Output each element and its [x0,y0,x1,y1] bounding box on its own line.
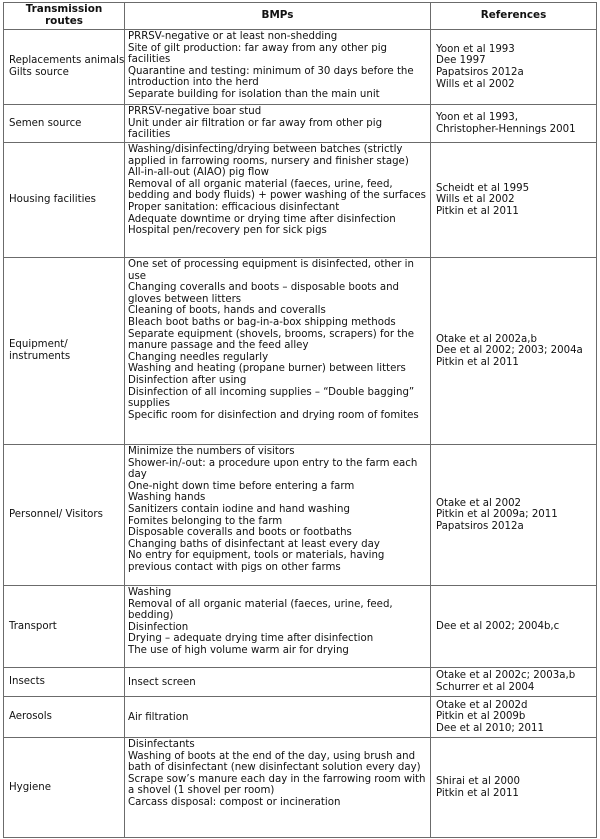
bmp-item: Changing needles regularly [128,351,269,363]
header-references: References [431,3,597,30]
reference-item: Otake et al 2002a,b [436,333,537,345]
table-row [4,668,597,697]
references-cell [431,586,597,668]
bmp-item: Adequate downtime or drying time after disinfection [128,213,396,225]
route-text: Personnel/ Visitors [9,509,103,521]
reference-item: Pitkin et al 2009b [436,711,526,723]
reference-item: Wills et al 2002 [436,78,515,90]
reference-item: Pitkin et al 2009a; 2011 [436,509,558,521]
bmp-item: One-night down time before entering a farm [128,480,355,492]
reference-item: Dee 1997 [436,55,486,67]
bmp-item: Specific room for disinfection and drying room of fomites [128,409,419,421]
table-row [4,738,597,838]
route-text: Insects [9,676,45,688]
reference-item: Otake et al 2002c; 2003a,b [436,670,576,682]
reference-item: Pitkin et al 2011 [436,356,519,368]
route-cell [4,30,125,105]
bmp-item: PRRSV-negative boar stud [128,106,262,117]
references-cell [431,30,597,105]
bmp-item: Removal of all organic material (faeces, urine, feed, bedding) [128,598,393,622]
table-row [4,143,597,258]
bmp-item: Separate equipment (shovels, brooms, scrapers) for the manure passage and the feed alley [128,328,414,352]
bmp-item: Disinfection after using [128,374,247,386]
route-cell [4,586,125,668]
reference-item: Yoon et al 1993 [436,43,515,55]
bmp-item: Changing baths of disinfectant at least every day [128,538,380,550]
bmps-cell [125,586,431,668]
route-cell [4,143,125,258]
bmp-item: Insect screen [128,676,196,688]
bmp-item: Air filtration [128,711,189,723]
reference-item: Otake et al 2002 [436,497,522,509]
route-text: Semen source [9,117,82,129]
references-cell [431,668,597,697]
bmp-item: Fomites belonging to the farm [128,515,283,527]
table-row [4,105,597,143]
references-cell [431,258,597,445]
bmp-item: No entry for equipment, tools or materials, having previous contact with pigs on other farms [128,550,385,573]
reference-item: Papatsiros 2012a [436,67,524,78]
bmp-item: Bleach boot baths or bag-in-a-box shipping methods [128,316,396,328]
route-cell [4,105,125,143]
bmp-item: One set of processing equipment is disinfected, other in use [128,259,414,282]
bmps-cell [125,258,431,445]
bmp-item: Washing/disinfecting/drying between batches (strictly applied in farrowing rooms, nursery and finisher stage) [128,144,409,167]
references-cell [431,143,597,258]
reference-item: Dee et al 2002; 2003; 2004a [436,345,583,357]
references-cell [431,445,597,586]
bmp-table [3,2,597,838]
route-text: Aerosols [9,711,52,723]
reference-item: Christopher-Hennings 2001 [436,123,576,135]
route-cell [4,258,125,445]
route-cell [4,668,125,697]
bmps-cell [125,445,431,586]
bmp-item: Site of gilt production: far away from any other pig facilities [128,42,387,66]
table-row [4,445,597,586]
bmp-item: Changing coveralls and boots – disposable boots and gloves between litters [128,282,400,305]
bmp-item: Unit under air filtration or far away from other pig facilities [128,117,383,141]
references-cell [431,697,597,738]
bmps-cell [125,143,431,258]
route-text: Transport [9,620,57,632]
reference-item: Dee et al 2002; 2004b,c [436,620,560,632]
bmp-item: Disinfection of all incoming supplies – “Double bagging” supplies [128,386,415,410]
bmp-item: Disposable coveralls and boots or footbaths [128,527,352,539]
bmp-item: Washing hands [128,492,206,504]
bmps-cell [125,668,431,697]
bmps-cell [125,30,431,105]
bmps-cell [125,697,431,738]
bmp-item: Shower-in/-out: a procedure upon entry to the farm each day [128,457,418,481]
table-row [4,586,597,668]
bmp-item: The use of high volume warm air for drying [128,644,349,656]
bmp-item: Quarantine and testing: minimum of 30 days before the introduction into the herd [128,65,414,89]
reference-item: Dee et al 2010; 2011 [436,722,544,734]
bmps-cell [125,738,431,838]
table-header-row [4,3,597,30]
route-text: Equipment/ [9,339,68,351]
route-cell [4,445,125,586]
bmp-item: Separate building for isolation than the main unit [128,88,380,100]
bmp-item: Minimize the numbers of visitors [128,446,295,457]
header-bmps: BMPs [125,3,431,30]
reference-item: Scheidt et al 1995 [436,182,530,194]
bmp-item: Carcass disposal: compost or incineration [128,796,341,808]
route-text: instruments [9,351,71,362]
bmp-item: Disinfection [128,621,189,633]
bmps-cell [125,105,431,143]
bmp-item: Washing and heating (propane burner) between litters [128,363,406,375]
reference-item: Otake et al 2002d [436,699,528,711]
table-row [4,697,597,738]
bmp-item: PRRSV-negative or at least non-shedding [128,31,338,42]
bmp-item: Sanitizers contain iodine and hand washing [128,503,350,515]
bmp-item: Washing of boots at the end of the day, using brush and bath of disinfectant (new disinfectant solution every day) [128,750,421,774]
reference-item: Schurrer et al 2004 [436,682,535,693]
route-text: Housing facilities [9,194,96,206]
route-text: Replacements animals [9,55,125,67]
bmp-item: Drying – adequate drying time after disinfection [128,633,374,645]
bmp-item: Removal of all organic material (faeces, urine, feed, bedding and body fluids) + power washing of the surfaces [128,178,426,202]
bmp-item: All-in-all-out (AIAO) pig flow [128,167,269,179]
bmp-item: Hospital pen/recovery pen for sick pigs [128,225,327,237]
header-transmission-routes: Transmission routes [4,3,125,30]
reference-item: Wills et al 2002 [436,194,515,206]
reference-item: Pitkin et al 2011 [436,205,519,217]
reference-item: Yoon et al 1993, [436,111,519,123]
reference-item: Pitkin et al 2011 [436,787,519,799]
reference-item: Shirai et al 2000 [436,775,520,787]
route-cell [4,738,125,838]
route-text: Hygiene [9,781,51,793]
references-cell [431,738,597,838]
reference-item: Papatsiros 2012a [436,520,524,532]
bmp-item: Cleaning of boots, hands and coveralls [128,305,326,317]
route-cell [4,697,125,738]
bmp-item: Washing [128,587,172,598]
references-cell [431,105,597,143]
bmp-item: Disinfectants [128,739,195,750]
table-row [4,30,597,105]
table-row [4,258,597,445]
route-text: Gilts source [9,67,69,78]
bmp-item: Proper sanitation: efficacious disinfectant [128,201,340,213]
bmp-item: Scrape sow’s manure each day in the farrowing room with a shovel (1 shovel per room) [128,773,426,797]
